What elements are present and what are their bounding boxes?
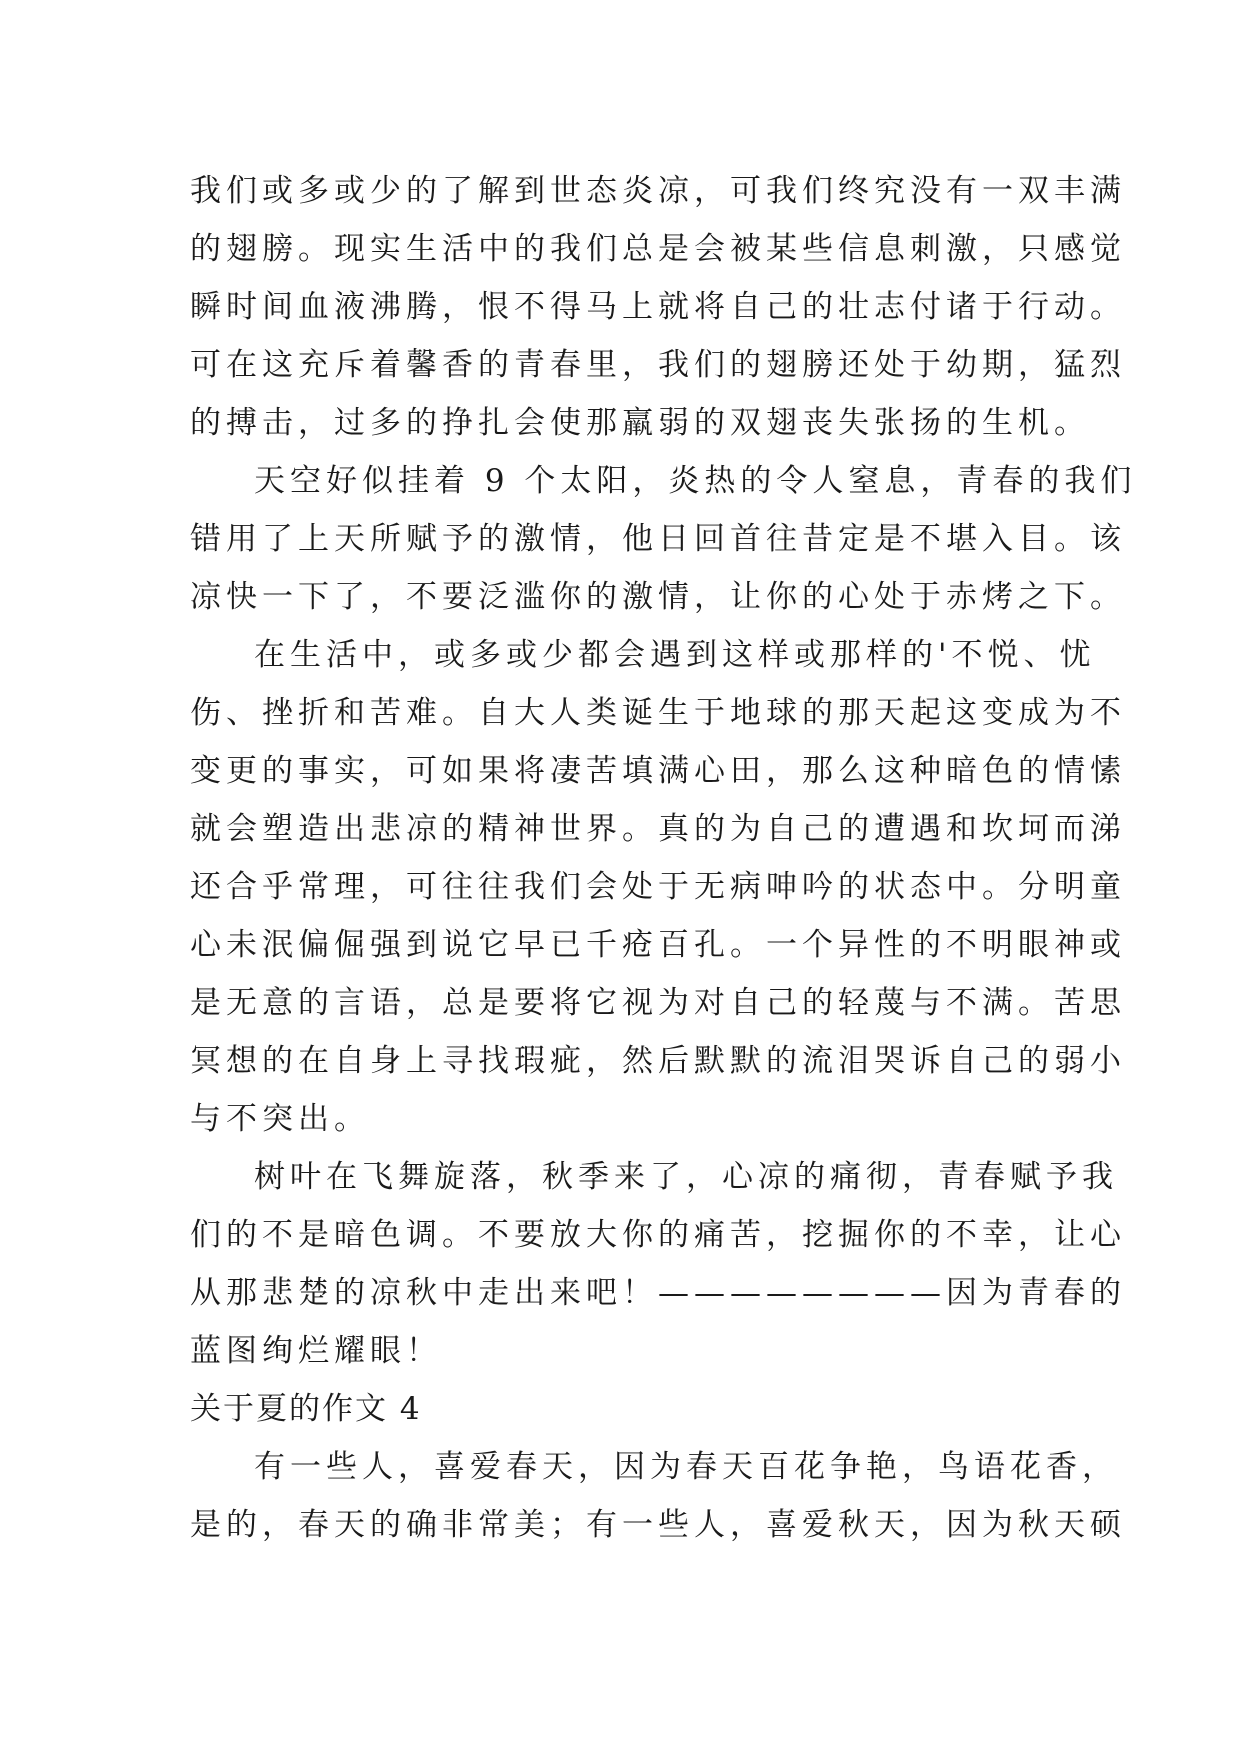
text-line: 冥想的在自身上寻找瑕疵，然后默默的流泪哭诉自己的弱小 xyxy=(190,1043,1126,1079)
text-line: 天空好似挂着 9 个太阳，炎热的令人窒息，青春的我们 xyxy=(254,463,1137,499)
text-line: 可在这充斥着馨香的青春里，我们的翅膀还处于幼期，猛烈 xyxy=(190,347,1126,383)
paragraph xyxy=(190,452,1137,626)
document-page xyxy=(190,162,1137,1554)
paragraph xyxy=(190,626,1126,1148)
text-line: 心未泯偏倔强到说它早已千疮百孔。一个异性的不明眼神或 xyxy=(190,927,1126,963)
text-line: 就会塑造出悲凉的精神世界。真的为自己的遭遇和坎坷而涕 xyxy=(190,811,1126,847)
text-line: 与不突出。 xyxy=(190,1101,370,1137)
text-line: 变更的事实，可如果将凄苦填满心田，那么这种暗色的情愫 xyxy=(190,753,1126,789)
section-heading: 关于夏的作文 4 xyxy=(190,1391,422,1427)
text-line: 我们或多或少的了解到世态炎凉，可我们终究没有一双丰满 xyxy=(190,173,1126,209)
text-line: 还合乎常理，可往往我们会处于无病呻吟的状态中。分明童 xyxy=(190,869,1126,905)
text-line: 在生活中，或多或少都会遇到这样或那样的'不悦、忧 xyxy=(254,637,1096,673)
text-line: 凉快一下了，不要泛滥你的激情，让你的心处于赤烤之下。 xyxy=(190,579,1126,615)
text-line: 错用了上天所赋予的激情，他日回首往昔定是不堪入目。该 xyxy=(190,521,1126,557)
text-line: 的搏击，过多的挣扎会使那羸弱的双翅丧失张扬的生机。 xyxy=(190,405,1090,441)
text-line: 有一些人，喜爱春天，因为春天百花争艳，鸟语花香， xyxy=(254,1449,1118,1485)
text-line: 们的不是暗色调。不要放大你的痛苦，挖掘你的不幸，让心 xyxy=(190,1217,1126,1253)
text-line: 伤、挫折和苦难。自大人类诞生于地球的那天起这变成为不 xyxy=(190,695,1126,731)
paragraph xyxy=(190,162,1126,452)
paragraph xyxy=(190,1438,1126,1554)
text-line: 是的，春天的确非常美；有一些人，喜爱秋天，因为秋天硕 xyxy=(190,1507,1126,1543)
text-line: 瞬时间血液沸腾，恨不得马上就将自己的壮志付诸于行动。 xyxy=(190,289,1126,325)
text-line: 树叶在飞舞旋落，秋季来了，心凉的痛彻，青春赋予我 xyxy=(254,1159,1118,1195)
text-line: 从那悲楚的凉秋中走出来吧！————————因为青春的 xyxy=(190,1275,1126,1311)
text-line: 是无意的言语，总是要将它视为对自己的轻蔑与不满。苦思 xyxy=(190,985,1126,1021)
text-line: 蓝图绚烂耀眼！ xyxy=(190,1333,442,1369)
paragraph xyxy=(190,1148,1126,1380)
text-line: 的翅膀。现实生活中的我们总是会被某些信息刺激，只感觉 xyxy=(190,231,1126,267)
